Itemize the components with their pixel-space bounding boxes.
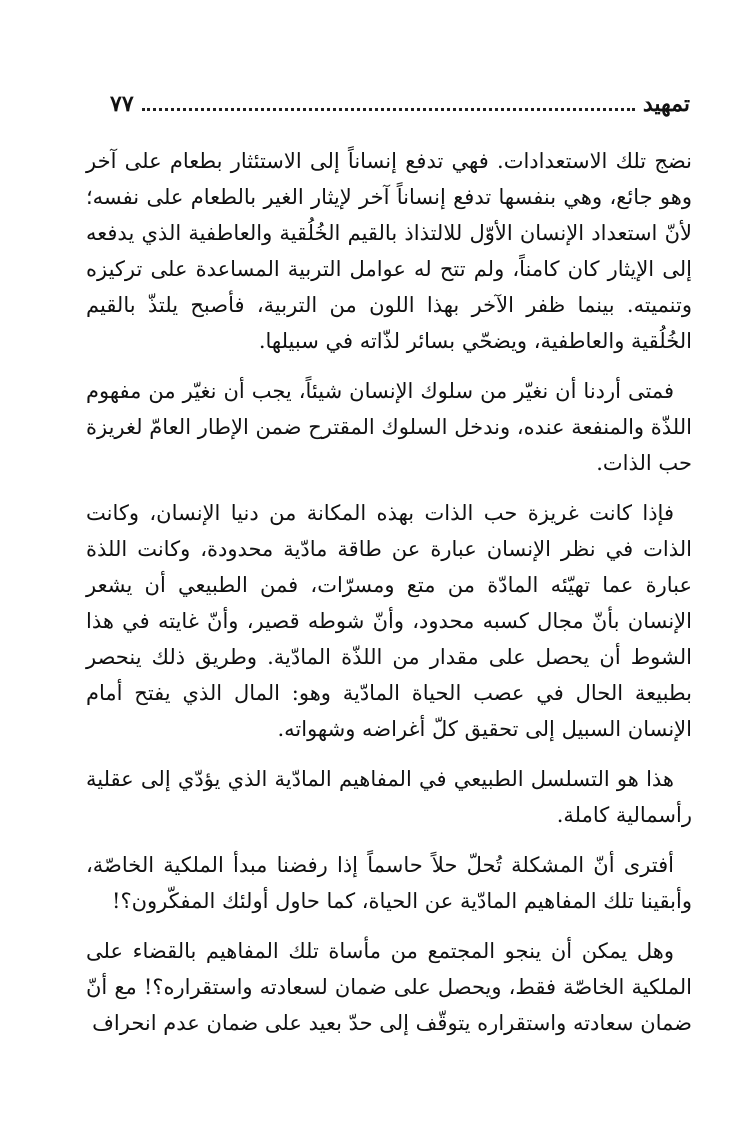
running-header <box>110 86 690 122</box>
dotted-leader <box>142 108 635 111</box>
body-text <box>86 143 692 1055</box>
chapter-title: تمهيد <box>642 91 690 117</box>
paragraph: أفترى أنّ المشكلة تُحلّ حلاً حاسماً إذا رفضنا مبدأ الملكية الخاصّة، وأبقينا تلك المفاهيم المادّية عن الحياة، كما حاول أولئك المفكّرون؟! <box>86 853 692 913</box>
paragraph: وهل يمكن أن ينجو المجتمع من مأساة تلك المفاهيم بالقضاء على الملكية الخاصّة فقط، ويحصل على ضمان لسعادته واستقراره؟! مع أنّ ضمان سعادته واستقراره يتوقّف إلى حدّ بعيد على ضمان عدم انحراف <box>86 939 692 1035</box>
paragraph: نضج تلك الاستعدادات. فهي تدفع إنساناً إلى الاستئثار بطعام على آخر وهو جائع، وهي بنفسها تدفع إنساناً آخر لإيثار الغير بالطعام على نفسه؛ لأنّ استعداد الإنسان الأوّل للالتذاذ بالقيم الخُلُقية والعاطفية الذي يدفعه إلى الإيثار كان كامناً، ولم تتح له عوامل التربية المساعدة على تركيزه وتنميته. بينما ظفر الآخر بهذا اللون من التربية، فأصبح يلتذّ بالقيم الخُلُقية والعاطفية، ويضحّي بسائر لذّاته في سبيلها. <box>86 149 692 353</box>
paragraph: فإذا كانت غريزة حب الذات بهذه المكانة من دنيا الإنسان، وكانت الذات في نظر الإنسان عبارة عن طاقة مادّية محدودة، وكانت اللذة عبارة عما تهيّئه المادّة من متع ومسرّات، فمن الطبيعي أن يشعر الإنسان بأنّ مجال كسبه محدود، وأنّ شوطه قصير، وأنّ غايته في هذا الشوط أن يحصل على مقدار من اللذّة المادّية. وطريق ذلك ينحصر بطبيعة الحال في عصب الحياة المادّية وهو: المال الذي يفتح أمام الإنسان السبيل إلى تحقيق كلّ أغراضه وشهواته. <box>86 501 692 741</box>
page-number: ٧٧ <box>110 91 134 117</box>
paragraph: هذا هو التسلسل الطبيعي في المفاهيم المادّية الذي يؤدّي إلى عقلية رأسمالية كاملة. <box>86 767 692 827</box>
paragraph: فمتى أردنا أن نغيّر من سلوك الإنسان شيئاً، يجب أن نغيّر من مفهوم اللذّة والمنفعة عنده، وندخل السلوك المقترح ضمن الإطار العامّ لغريزة حب الذات. <box>86 379 692 475</box>
